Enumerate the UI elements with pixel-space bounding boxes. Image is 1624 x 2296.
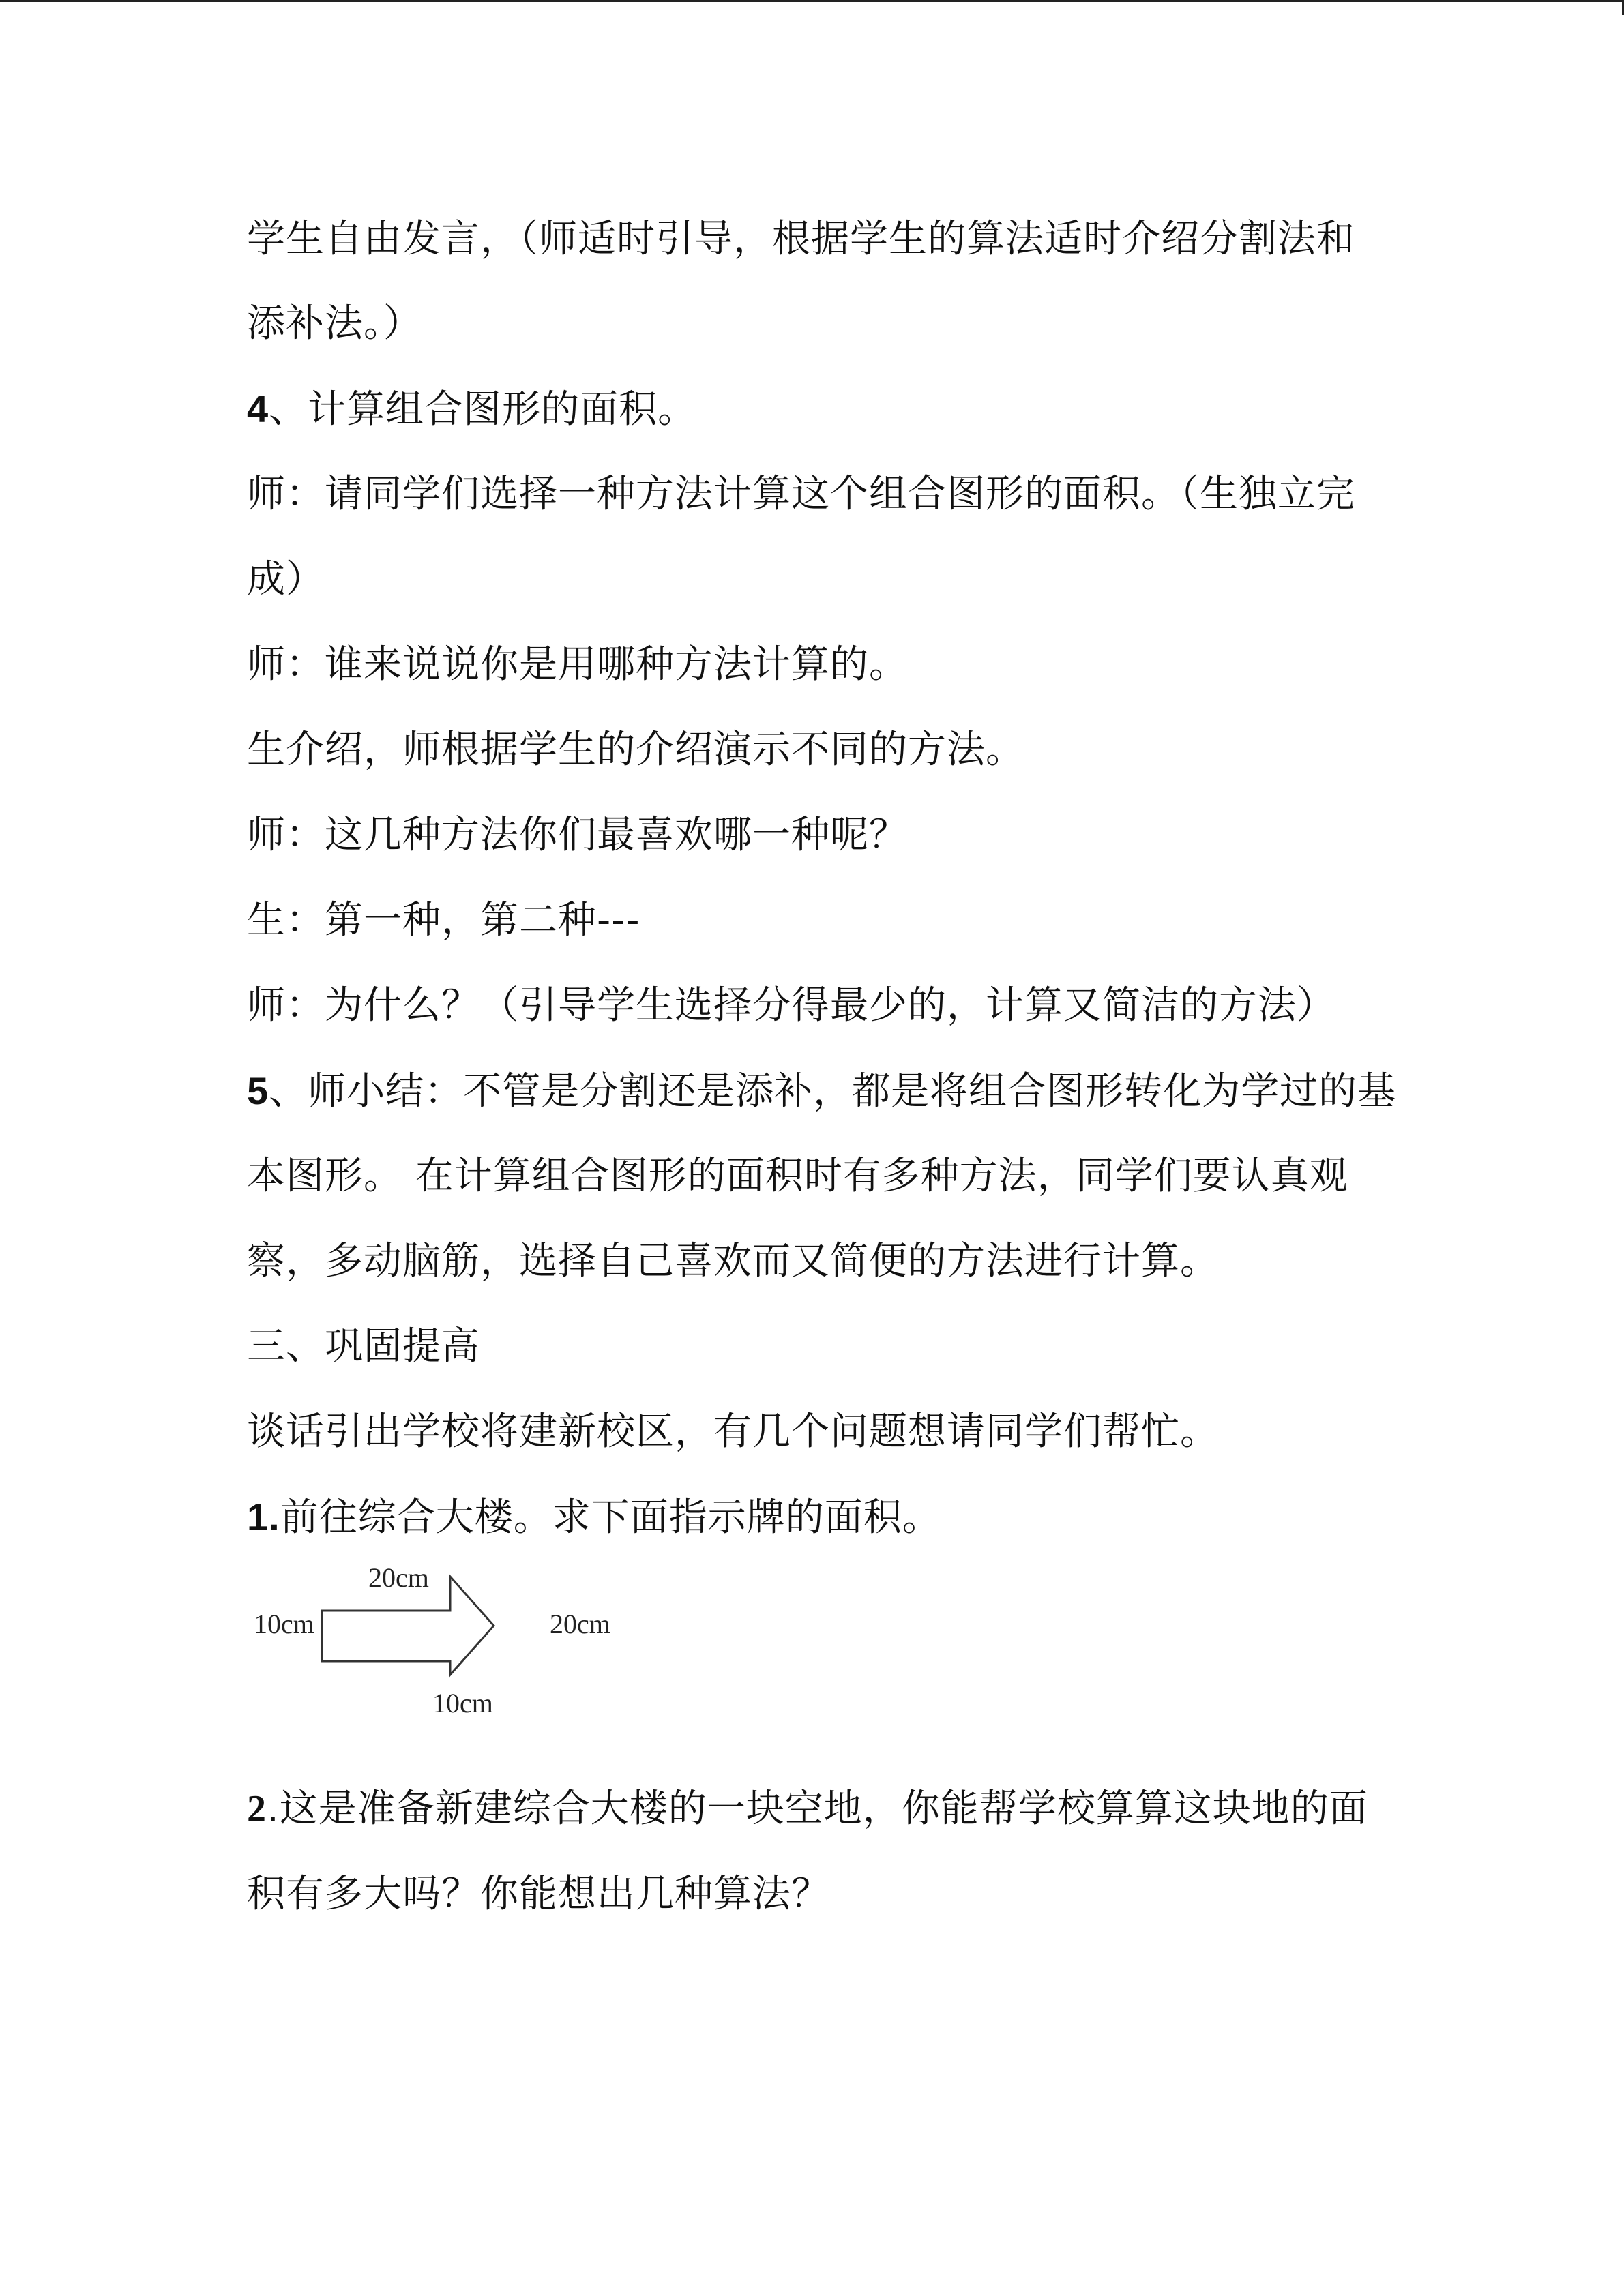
step-5-summary-cont-2: 察，多动脑筋，选择自己喜欢而又简便的方法进行计算。	[247, 1239, 1219, 1283]
step-5-summary	[247, 1067, 1396, 1116]
exercise-2-text: .这是准备新建综合大楼的一块空地，你能帮学校算算这块地的面	[267, 1787, 1368, 1831]
exercise-1-number: 1.	[247, 1495, 280, 1538]
label-top-20cm: 20cm	[368, 1562, 429, 1593]
step-5-summary-cont-1: 本图形。 在计算组合图形的面积时有多种方法，同学们要认真观	[247, 1154, 1348, 1198]
student-introduce: 生介绍，师根据学生的介绍演示不同的方法。	[247, 728, 1024, 772]
label-right-20cm: 20cm	[550, 1609, 610, 1639]
teacher-prompt-choose-method: 师：请同学们选择一种方法计算这个组合图形的面积。（生独立完	[247, 472, 1355, 516]
exercise-1	[247, 1493, 941, 1542]
paragraph-discussion-cont: 添补法。）	[247, 301, 422, 346]
step-5-text: 、师小结：不管是分割还是添补，都是将组合图形转化为学过的基	[269, 1069, 1397, 1114]
step-4-number: 4	[247, 387, 269, 430]
exercise-2	[247, 1785, 1368, 1833]
paragraph-new-campus: 谈话引出学校将建新校区，有几个问题想请同学们帮忙。	[247, 1410, 1219, 1454]
teacher-prompt-choose-method-cont: 成）	[247, 557, 325, 601]
label-bottom-10cm: 10cm	[432, 1688, 493, 1718]
top-border	[0, 0, 1624, 2]
step-4-text: 、计算组合图形的面积。	[269, 387, 697, 432]
paragraph-discussion: 学生自由发言，（师适时引导，根据学生的算法适时介绍分割法和	[247, 217, 1355, 261]
section-3-heading: 三、巩固提高	[247, 1324, 480, 1369]
arrow-sign-figure	[247, 1562, 629, 1732]
teacher-question-why: 师：为什么？（引导学生选择分得最少的，计算又简洁的方法）	[247, 983, 1335, 1028]
teacher-question-which-method: 师：谁来说说你是用哪种方法计算的。	[247, 642, 908, 687]
step-4-heading	[247, 385, 696, 434]
exercise-1-text: 前往综合大楼。求下面指示牌的面积。	[280, 1495, 941, 1540]
exercise-2-cont: 积有多大吗？你能想出几种算法？	[247, 1872, 830, 1916]
student-answer: 生：第一种，第二种---	[247, 898, 640, 942]
step-5-number: 5	[247, 1069, 269, 1112]
label-left-10cm: 10cm	[254, 1609, 314, 1639]
exercise-2-number: 2	[247, 1788, 267, 1830]
teacher-question-favorite: 师：这几种方法你们最喜欢哪一种呢？	[247, 813, 908, 857]
